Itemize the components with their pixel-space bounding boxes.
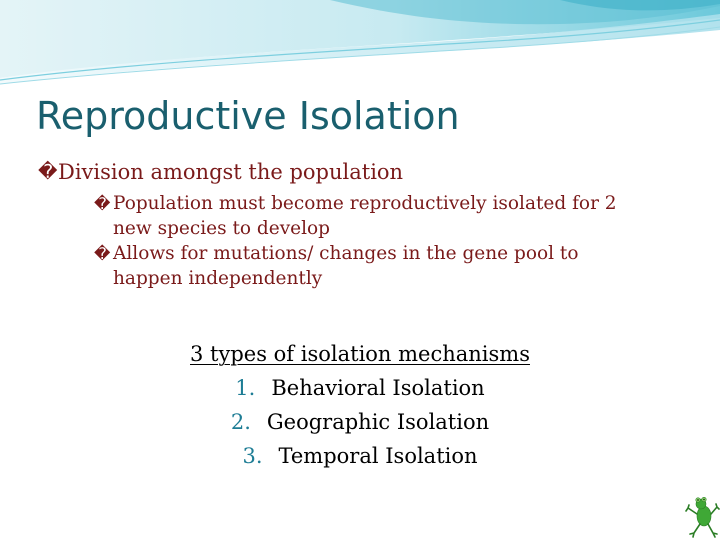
bullet-text: Division amongst the population	[58, 160, 404, 184]
list-number: 2.	[230, 410, 251, 434]
mechanism-label: Geographic Isolation	[266, 410, 490, 434]
sub-bullet-line: Allows for mutations/ changes in the gene pool to	[113, 243, 579, 264]
mechanism-item	[0, 439, 720, 473]
mechanism-list	[0, 337, 720, 473]
list-number: 1.	[235, 376, 256, 400]
bullet-glyph-icon: �	[94, 244, 111, 263]
sub-bullet-line: new species to develop	[113, 218, 331, 239]
mechanism-heading: 3 types of isolation mechanisms	[190, 342, 530, 366]
frog-icon	[684, 480, 720, 540]
bullet-glyph-icon: �	[94, 194, 111, 213]
mechanism-item	[0, 405, 720, 439]
bullet-list	[38, 155, 678, 291]
mechanism-item	[0, 371, 720, 405]
bullet-glyph-icon: �	[38, 161, 58, 183]
slide-title: Reproductive Isolation	[36, 94, 460, 138]
sub-bullet-item	[94, 241, 678, 291]
sub-bullet-item	[94, 191, 678, 241]
bullet-item	[38, 155, 678, 189]
header-wave-decoration	[0, 0, 720, 95]
mechanism-label: Temporal Isolation	[278, 444, 478, 468]
list-number: 3.	[242, 444, 263, 468]
mechanism-label: Behavioral Isolation	[271, 376, 485, 400]
sub-bullet-line: happen independently	[113, 268, 323, 289]
sub-bullet-line: Population must become reproductively isolated for 2	[113, 193, 617, 214]
